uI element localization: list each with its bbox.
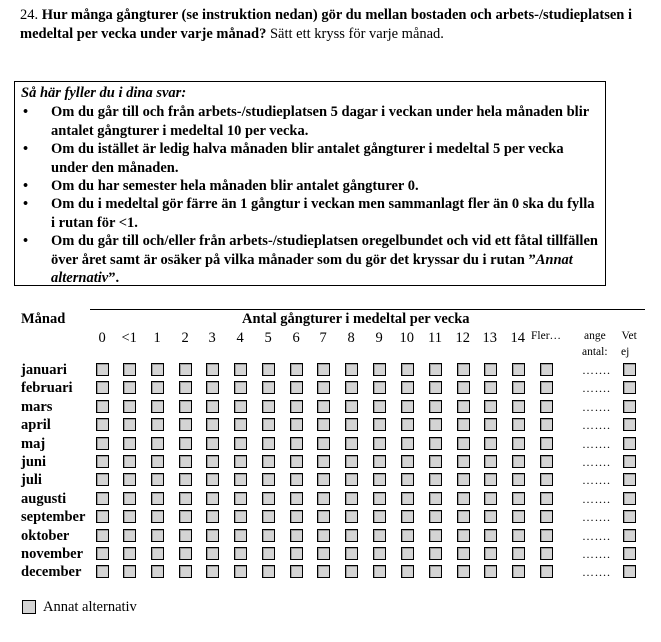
column-label: ange — [584, 330, 606, 342]
frequency-checkbox[interactable] — [345, 510, 358, 523]
frequency-checkbox[interactable] — [401, 565, 414, 578]
frequency-checkbox[interactable] — [290, 400, 303, 413]
frequency-checkbox[interactable] — [206, 381, 219, 394]
frequency-checkbox[interactable] — [262, 400, 275, 413]
frequency-checkbox[interactable] — [123, 437, 136, 450]
frequency-checkbox[interactable] — [484, 473, 497, 486]
frequency-checkbox[interactable] — [484, 492, 497, 505]
frequency-checkbox[interactable] — [317, 565, 330, 578]
month-column-header: Månad — [21, 311, 66, 327]
frequency-checkbox[interactable] — [401, 437, 414, 450]
frequency-checkbox[interactable] — [345, 455, 358, 468]
frequency-checkbox[interactable] — [373, 492, 386, 505]
frequency-checkbox[interactable] — [457, 400, 470, 413]
frequency-checkbox[interactable] — [345, 473, 358, 486]
frequency-checkbox[interactable] — [484, 547, 497, 560]
frequency-checkbox[interactable] — [345, 418, 358, 431]
frequency-checkbox[interactable] — [540, 400, 553, 413]
frequency-checkbox[interactable] — [484, 529, 497, 542]
month-label: oktober — [21, 527, 70, 544]
column-label: 0 — [98, 330, 106, 346]
frequency-checkbox[interactable] — [290, 547, 303, 560]
frequency-checkbox[interactable] — [179, 473, 192, 486]
frequency-checkbox[interactable] — [429, 547, 442, 560]
frequency-checkbox[interactable] — [512, 565, 525, 578]
column-label: 5 — [264, 330, 272, 346]
instruction-item: • Om du i medeltal gör färre än 1 gångtur i veckan men sammanlagt fler än 0 ska du fylla i rutan för <1. — [23, 196, 595, 231]
dont-know-checkbox[interactable] — [623, 565, 636, 578]
month-label: juli — [21, 472, 42, 489]
frequency-checkbox[interactable] — [457, 547, 470, 560]
frequency-checkbox[interactable] — [540, 363, 553, 376]
frequency-checkbox[interactable] — [96, 510, 109, 523]
frequency-checkbox[interactable] — [96, 547, 109, 560]
frequency-checkbox[interactable] — [401, 400, 414, 413]
frequency-checkbox[interactable] — [457, 437, 470, 450]
frequency-checkbox[interactable] — [512, 381, 525, 394]
column-label: Fler… — [531, 330, 562, 342]
frequency-checkbox[interactable] — [123, 492, 136, 505]
frequency-checkbox[interactable] — [429, 418, 442, 431]
dont-know-checkbox[interactable] — [623, 529, 636, 542]
frequency-checkbox[interactable] — [123, 529, 136, 542]
month-label: mars — [21, 398, 53, 415]
frequency-checkbox[interactable] — [234, 455, 247, 468]
frequency-checkbox[interactable] — [457, 363, 470, 376]
frequency-checkbox[interactable] — [512, 547, 525, 560]
frequency-checkbox[interactable] — [290, 437, 303, 450]
count-entry-field[interactable]: ……. — [582, 473, 611, 488]
frequency-checkbox[interactable] — [206, 437, 219, 450]
frequency-checkbox[interactable] — [345, 547, 358, 560]
frequency-checkbox[interactable] — [96, 381, 109, 394]
frequency-checkbox[interactable] — [484, 437, 497, 450]
frequency-checkbox[interactable] — [151, 418, 164, 431]
frequency-checkbox[interactable] — [179, 400, 192, 413]
dont-know-checkbox[interactable] — [623, 437, 636, 450]
frequency-checkbox[interactable] — [96, 418, 109, 431]
frequency-checkbox[interactable] — [262, 455, 275, 468]
frequency-checkbox[interactable] — [484, 363, 497, 376]
frequency-checkbox[interactable] — [429, 363, 442, 376]
frequency-checkbox[interactable] — [206, 529, 219, 542]
column-sublabel: ej — [621, 346, 630, 358]
frequency-checkbox[interactable] — [151, 565, 164, 578]
frequency-checkbox[interactable] — [373, 418, 386, 431]
other-alternative-checkbox[interactable] — [22, 600, 36, 614]
frequency-checkbox[interactable] — [540, 473, 553, 486]
frequency-checkbox[interactable] — [317, 473, 330, 486]
frequency-checkbox[interactable] — [290, 455, 303, 468]
frequency-checkbox[interactable] — [512, 510, 525, 523]
month-label: februari — [21, 380, 73, 397]
frequency-checkbox[interactable] — [457, 565, 470, 578]
frequency-checkbox[interactable] — [206, 363, 219, 376]
frequency-checkbox[interactable] — [429, 492, 442, 505]
frequency-checkbox[interactable] — [123, 565, 136, 578]
frequency-checkbox[interactable] — [317, 492, 330, 505]
frequency-checkbox[interactable] — [373, 529, 386, 542]
frequency-checkbox[interactable] — [512, 400, 525, 413]
frequency-checkbox[interactable] — [151, 529, 164, 542]
frequency-checkbox[interactable] — [512, 529, 525, 542]
count-entry-field[interactable]: ……. — [582, 455, 611, 469]
question-text: Hur många gångturer (se instruktion nedan) gör du mellan bostaden och arbets-/studieplatsen i medeltal per vecka under varje månad? — [20, 7, 633, 42]
frequency-checkbox[interactable] — [429, 565, 442, 578]
frequency-checkbox[interactable] — [457, 381, 470, 394]
frequency-checkbox[interactable] — [373, 547, 386, 560]
frequency-checkbox[interactable] — [317, 418, 330, 431]
frequency-checkbox[interactable] — [234, 381, 247, 394]
frequency-checkbox[interactable] — [484, 565, 497, 578]
frequency-checkbox[interactable] — [345, 492, 358, 505]
frequency-checkbox[interactable] — [457, 418, 470, 431]
dont-know-checkbox[interactable] — [623, 418, 636, 431]
frequency-checkbox[interactable] — [484, 400, 497, 413]
question-number: 24. — [20, 7, 39, 23]
instruction-title: Så här fyller du i dina svar: — [21, 85, 187, 101]
frequency-checkbox[interactable] — [179, 455, 192, 468]
frequency-checkbox[interactable] — [151, 473, 164, 486]
frequency-checkbox[interactable] — [151, 510, 164, 523]
frequency-checkbox[interactable] — [429, 455, 442, 468]
frequency-checkbox[interactable] — [317, 363, 330, 376]
frequency-checkbox[interactable] — [429, 473, 442, 486]
frequency-header: Antal gångturer i medeltal per vecka — [242, 311, 470, 327]
frequency-checkbox[interactable] — [401, 492, 414, 505]
frequency-checkbox[interactable] — [512, 473, 525, 486]
bullet-icon: • — [23, 141, 29, 158]
count-entry-field[interactable]: ……. — [582, 510, 611, 525]
frequency-checkbox[interactable] — [290, 418, 303, 431]
frequency-checkbox[interactable] — [179, 510, 192, 523]
column-label: 9 — [375, 330, 383, 346]
column-label: <1 — [121, 330, 137, 346]
frequency-checkbox[interactable] — [262, 363, 275, 376]
frequency-checkbox[interactable] — [540, 437, 553, 450]
frequency-checkbox[interactable] — [96, 492, 109, 505]
frequency-checkbox[interactable] — [290, 473, 303, 486]
frequency-checkbox[interactable] — [457, 492, 470, 505]
count-entry-field[interactable]: ……. — [582, 491, 611, 506]
dont-know-checkbox[interactable] — [623, 381, 636, 394]
frequency-checkbox[interactable] — [206, 565, 219, 578]
frequency-checkbox[interactable] — [96, 437, 109, 450]
frequency-checkbox[interactable] — [179, 418, 192, 431]
frequency-checkbox[interactable] — [206, 547, 219, 560]
frequency-checkbox[interactable] — [206, 510, 219, 523]
frequency-checkbox[interactable] — [345, 400, 358, 413]
frequency-checkbox[interactable] — [512, 363, 525, 376]
column-label: 10 — [399, 330, 414, 346]
count-entry-field[interactable]: ……. — [582, 547, 611, 561]
month-label: januari — [21, 362, 67, 378]
month-label: augusti — [21, 490, 67, 507]
frequency-checkbox[interactable] — [234, 418, 247, 431]
frequency-checkbox[interactable] — [317, 529, 330, 542]
frequency-checkbox[interactable] — [234, 363, 247, 376]
frequency-checkbox[interactable] — [373, 565, 386, 578]
frequency-checkbox[interactable] — [123, 510, 136, 523]
other-alternative-label: Annat alternativ — [43, 599, 137, 615]
frequency-checkbox[interactable] — [512, 437, 525, 450]
frequency-checkbox[interactable] — [262, 473, 275, 486]
column-label: 14 — [510, 330, 525, 346]
frequency-checkbox[interactable] — [540, 565, 553, 578]
frequency-checkbox[interactable] — [206, 473, 219, 486]
frequency-checkbox[interactable] — [290, 381, 303, 394]
frequency-checkbox[interactable] — [262, 510, 275, 523]
frequency-checkbox[interactable] — [123, 473, 136, 486]
frequency-checkbox[interactable] — [457, 529, 470, 542]
frequency-checkbox[interactable] — [540, 510, 553, 523]
frequency-checkbox[interactable] — [123, 400, 136, 413]
frequency-checkbox[interactable] — [540, 547, 553, 560]
column-label: 1 — [153, 330, 161, 346]
column-label: 8 — [347, 330, 355, 346]
frequency-checkbox[interactable] — [429, 400, 442, 413]
frequency-checkbox[interactable] — [234, 437, 247, 450]
frequency-checkbox[interactable] — [429, 381, 442, 394]
frequency-checkbox[interactable] — [262, 565, 275, 578]
frequency-checkbox[interactable] — [484, 510, 497, 523]
header-divider — [90, 309, 645, 310]
frequency-checkbox[interactable] — [123, 455, 136, 468]
frequency-checkbox[interactable] — [151, 381, 164, 394]
frequency-checkbox[interactable] — [151, 437, 164, 450]
frequency-checkbox[interactable] — [429, 437, 442, 450]
frequency-checkbox[interactable] — [401, 510, 414, 523]
frequency-checkbox[interactable] — [512, 492, 525, 505]
count-entry-field[interactable]: ……. — [582, 363, 611, 377]
instruction-item: • Om du istället är ledig halva månaden blir antalet gångturer i medeltal 5 per vecka under den månaden. — [23, 141, 564, 176]
dont-know-checkbox[interactable] — [623, 455, 636, 468]
month-label: november — [21, 546, 84, 562]
frequency-checkbox[interactable] — [234, 400, 247, 413]
frequency-checkbox[interactable] — [262, 492, 275, 505]
frequency-checkbox[interactable] — [179, 529, 192, 542]
frequency-checkbox[interactable] — [151, 492, 164, 505]
count-entry-field[interactable]: ……. — [582, 565, 611, 580]
frequency-checkbox[interactable] — [484, 455, 497, 468]
frequency-checkbox[interactable] — [401, 455, 414, 468]
frequency-checkbox[interactable] — [96, 455, 109, 468]
frequency-checkbox[interactable] — [206, 400, 219, 413]
frequency-checkbox[interactable] — [512, 418, 525, 431]
frequency-checkbox[interactable] — [512, 455, 525, 468]
month-label: april — [21, 417, 51, 434]
frequency-checkbox[interactable] — [345, 381, 358, 394]
bullet-icon: • — [23, 196, 29, 213]
frequency-checkbox[interactable] — [540, 418, 553, 431]
count-entry-field[interactable]: ……. — [582, 436, 611, 451]
frequency-checkbox[interactable] — [401, 418, 414, 431]
month-label: juni — [21, 454, 46, 470]
frequency-checkbox[interactable] — [401, 473, 414, 486]
count-entry-field[interactable]: ……. — [582, 399, 611, 414]
frequency-checkbox[interactable] — [290, 363, 303, 376]
count-entry-field[interactable]: ……. — [582, 381, 611, 396]
bullet-icon: • — [23, 178, 29, 195]
column-label: 2 — [181, 330, 189, 346]
frequency-checkbox[interactable] — [317, 510, 330, 523]
bullet-icon: • — [23, 233, 29, 250]
frequency-checkbox[interactable] — [484, 418, 497, 431]
count-entry-field[interactable]: ……. — [582, 418, 611, 433]
frequency-checkbox[interactable] — [123, 363, 136, 376]
frequency-checkbox[interactable] — [262, 437, 275, 450]
frequency-checkbox[interactable] — [179, 437, 192, 450]
frequency-checkbox[interactable] — [179, 381, 192, 394]
frequency-checkbox[interactable] — [401, 381, 414, 394]
dont-know-checkbox[interactable] — [623, 547, 636, 560]
frequency-checkbox[interactable] — [401, 529, 414, 542]
frequency-checkbox[interactable] — [123, 418, 136, 431]
frequency-checkbox[interactable] — [206, 492, 219, 505]
month-label: december — [21, 564, 82, 581]
frequency-checkbox[interactable] — [317, 381, 330, 394]
question-hint: Sätt ett kryss för varje månad. — [269, 26, 444, 42]
frequency-checkbox[interactable] — [373, 455, 386, 468]
frequency-checkbox[interactable] — [206, 455, 219, 468]
frequency-checkbox[interactable] — [373, 400, 386, 413]
frequency-checkbox[interactable] — [317, 400, 330, 413]
frequency-checkbox[interactable] — [373, 363, 386, 376]
frequency-checkbox[interactable] — [179, 492, 192, 505]
frequency-checkbox[interactable] — [96, 565, 109, 578]
dont-know-checkbox[interactable] — [623, 492, 636, 505]
frequency-checkbox[interactable] — [96, 473, 109, 486]
frequency-checkbox[interactable] — [429, 529, 442, 542]
column-label: 6 — [292, 330, 300, 346]
frequency-checkbox[interactable] — [373, 381, 386, 394]
instruction-item: • Om du går till och från arbets-/studieplatsen 5 dagar i veckan under hela månaden blir antalet gångturer i medeltal 10 per vecka. — [23, 104, 589, 139]
column-label: 3 — [208, 330, 216, 346]
dont-know-checkbox[interactable] — [623, 363, 636, 376]
frequency-checkbox[interactable] — [234, 529, 247, 542]
frequency-checkbox[interactable] — [345, 363, 358, 376]
frequency-checkbox[interactable] — [317, 437, 330, 450]
dont-know-checkbox[interactable] — [623, 400, 636, 413]
frequency-checkbox[interactable] — [540, 529, 553, 542]
frequency-checkbox[interactable] — [401, 363, 414, 376]
frequency-checkbox[interactable] — [206, 418, 219, 431]
frequency-checkbox[interactable] — [373, 473, 386, 486]
frequency-checkbox[interactable] — [123, 381, 136, 394]
frequency-checkbox[interactable] — [317, 455, 330, 468]
frequency-checkbox[interactable] — [484, 381, 497, 394]
instruction-item: • Om du går till och/eller från arbets-/studieplatsen oregelbundet och vid ett fåtal tillfällen över året samt är osäker på vilka månader som du gör det kryssar du i rutan ”Annat alternativ”. — [23, 233, 598, 287]
frequency-checkbox[interactable] — [457, 455, 470, 468]
frequency-checkbox[interactable] — [373, 510, 386, 523]
dont-know-checkbox[interactable] — [623, 473, 636, 486]
frequency-checkbox[interactable] — [345, 529, 358, 542]
frequency-checkbox[interactable] — [290, 565, 303, 578]
frequency-checkbox[interactable] — [179, 363, 192, 376]
column-sublabel: antal: — [582, 346, 608, 358]
frequency-checkbox[interactable] — [457, 473, 470, 486]
frequency-checkbox[interactable] — [151, 363, 164, 376]
dont-know-checkbox[interactable] — [623, 510, 636, 523]
bullet-icon: • — [23, 104, 29, 121]
column-label: 4 — [236, 330, 244, 346]
frequency-checkbox[interactable] — [262, 418, 275, 431]
frequency-checkbox[interactable] — [429, 510, 442, 523]
frequency-checkbox[interactable] — [345, 565, 358, 578]
frequency-checkbox[interactable] — [290, 510, 303, 523]
frequency-checkbox[interactable] — [96, 400, 109, 413]
frequency-checkbox[interactable] — [234, 565, 247, 578]
frequency-checkbox[interactable] — [96, 363, 109, 376]
frequency-checkbox[interactable] — [151, 400, 164, 413]
frequency-checkbox[interactable] — [373, 437, 386, 450]
column-label: 11 — [428, 330, 442, 346]
column-label: 7 — [319, 330, 327, 346]
frequency-checkbox[interactable] — [262, 547, 275, 560]
frequency-checkbox[interactable] — [96, 529, 109, 542]
frequency-checkbox[interactable] — [401, 547, 414, 560]
frequency-checkbox[interactable] — [234, 510, 247, 523]
frequency-checkbox[interactable] — [234, 473, 247, 486]
frequency-checkbox[interactable] — [151, 547, 164, 560]
column-label: Vet — [621, 330, 637, 342]
frequency-checkbox[interactable] — [151, 455, 164, 468]
frequency-checkbox[interactable] — [540, 492, 553, 505]
frequency-checkbox[interactable] — [290, 492, 303, 505]
frequency-checkbox[interactable] — [179, 565, 192, 578]
month-label: september — [21, 509, 86, 526]
frequency-checkbox[interactable] — [234, 492, 247, 505]
frequency-checkbox[interactable] — [290, 529, 303, 542]
frequency-checkbox[interactable] — [317, 547, 330, 560]
frequency-checkbox[interactable] — [179, 547, 192, 560]
column-label: 12 — [455, 330, 470, 346]
frequency-checkbox[interactable] — [345, 437, 358, 450]
column-label: 13 — [482, 330, 497, 346]
frequency-checkbox[interactable] — [540, 381, 553, 394]
frequency-checkbox[interactable] — [123, 547, 136, 560]
instruction-item: • Om du har semester hela månaden blir antalet gångturer 0. — [23, 178, 419, 195]
frequency-checkbox[interactable] — [234, 547, 247, 560]
month-label: maj — [21, 435, 46, 452]
frequency-checkbox[interactable] — [540, 455, 553, 468]
frequency-checkbox[interactable] — [262, 381, 275, 394]
frequency-checkbox[interactable] — [457, 510, 470, 523]
frequency-checkbox[interactable] — [262, 529, 275, 542]
count-entry-field[interactable]: ……. — [582, 528, 611, 543]
